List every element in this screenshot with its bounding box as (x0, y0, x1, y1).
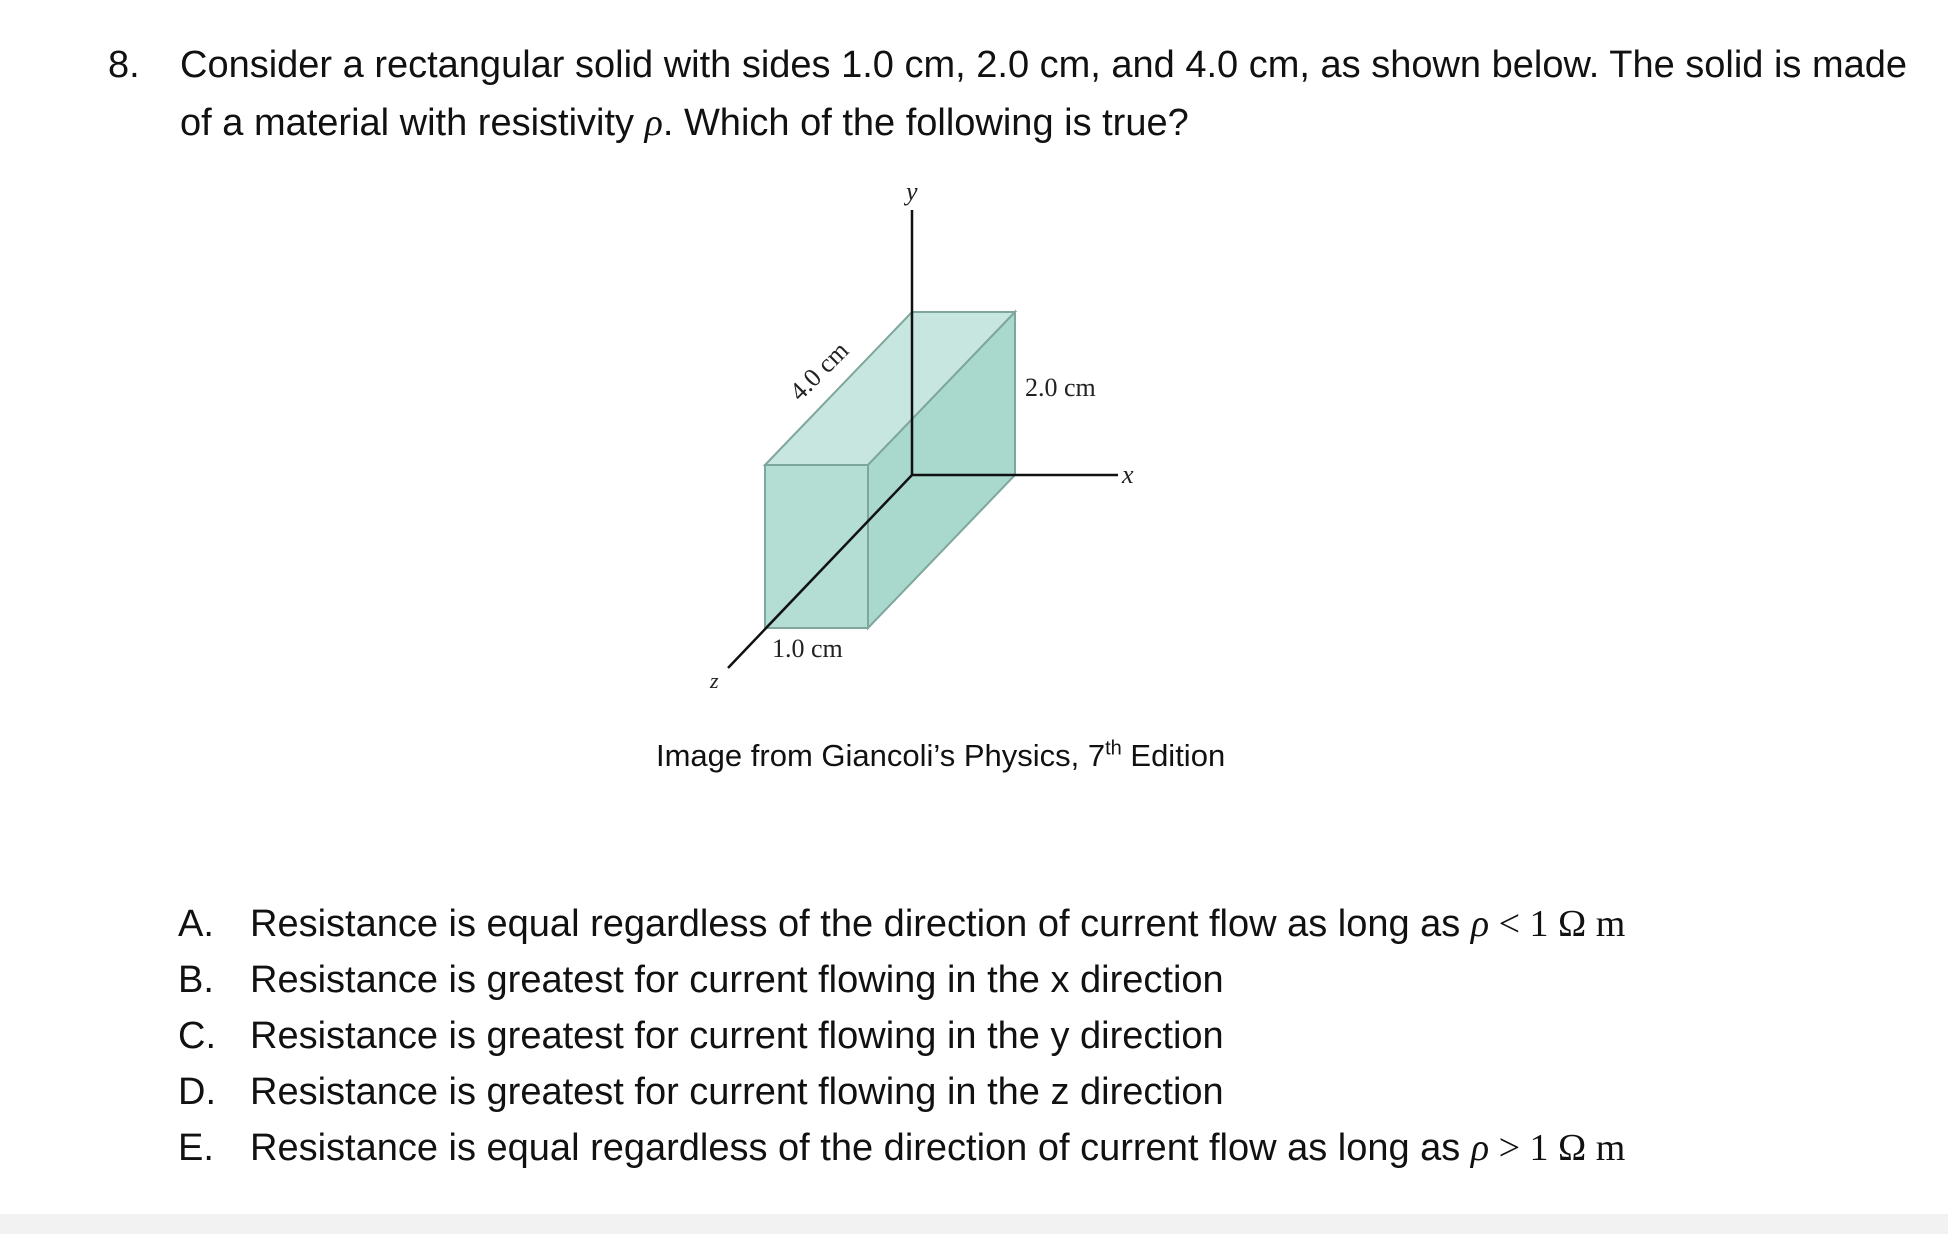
width-dimension-label: 1.0 cm (772, 634, 843, 663)
option-letter: A. (178, 903, 214, 945)
answer-option-a (178, 896, 1878, 952)
answer-option-b (178, 952, 1878, 1008)
option-text: Resistance is greatest for current flowing in the z direction (250, 1071, 1224, 1113)
rho-symbol: ρ (1470, 1127, 1490, 1169)
answer-option-c (178, 1008, 1878, 1064)
option-text: Resistance is equal regardless of the direction of current flow as long as (250, 1127, 1471, 1169)
option-text: Resistance is equal regardless of the direction of current flow as long as (250, 903, 1471, 945)
bottom-strip (0, 1214, 1948, 1234)
option-letter: D. (178, 1071, 216, 1113)
option-math-condition: < 1 Ω m (1489, 903, 1626, 945)
x-axis-label: x (1122, 460, 1134, 489)
solid-front-face (765, 465, 868, 628)
height-dimension-label: 2.0 cm (1025, 373, 1096, 402)
caption-superscript: th (1105, 737, 1122, 760)
option-text: Resistance is greatest for current flowing in the x direction (250, 959, 1224, 1001)
option-letter: C. (178, 1015, 216, 1057)
caption-text: Image from Giancoli’s Physics, 7 (656, 738, 1106, 773)
option-math-condition: > 1 Ω m (1489, 1127, 1626, 1169)
question-number: 8. (108, 44, 140, 86)
answer-option-e (178, 1120, 1878, 1176)
caption-edition: Edition (1121, 738, 1226, 773)
question-text (180, 36, 1920, 152)
option-letter: B. (178, 959, 214, 1001)
length-dimension-label: 4.0 cm (783, 335, 855, 407)
answer-option-d (178, 1064, 1878, 1120)
question-text-end: . Which of the following is true? (662, 102, 1189, 144)
figure-caption (656, 732, 1225, 780)
question-text-main: Consider a rectangular solid with sides 1.0 cm, 2.0 cm, and 4.0 cm, as shown below. The solid is made of a material with resistivity (180, 44, 1908, 144)
option-letter: E. (178, 1127, 214, 1169)
z-axis-label: z (710, 668, 719, 693)
y-axis-label: y (906, 177, 918, 206)
rho-symbol: ρ (644, 102, 663, 144)
answer-options (178, 896, 1878, 1176)
option-text: Resistance is greatest for current flowing in the y direction (250, 1015, 1224, 1057)
rho-symbol: ρ (1470, 903, 1490, 945)
rectangular-solid-figure (680, 170, 1200, 700)
